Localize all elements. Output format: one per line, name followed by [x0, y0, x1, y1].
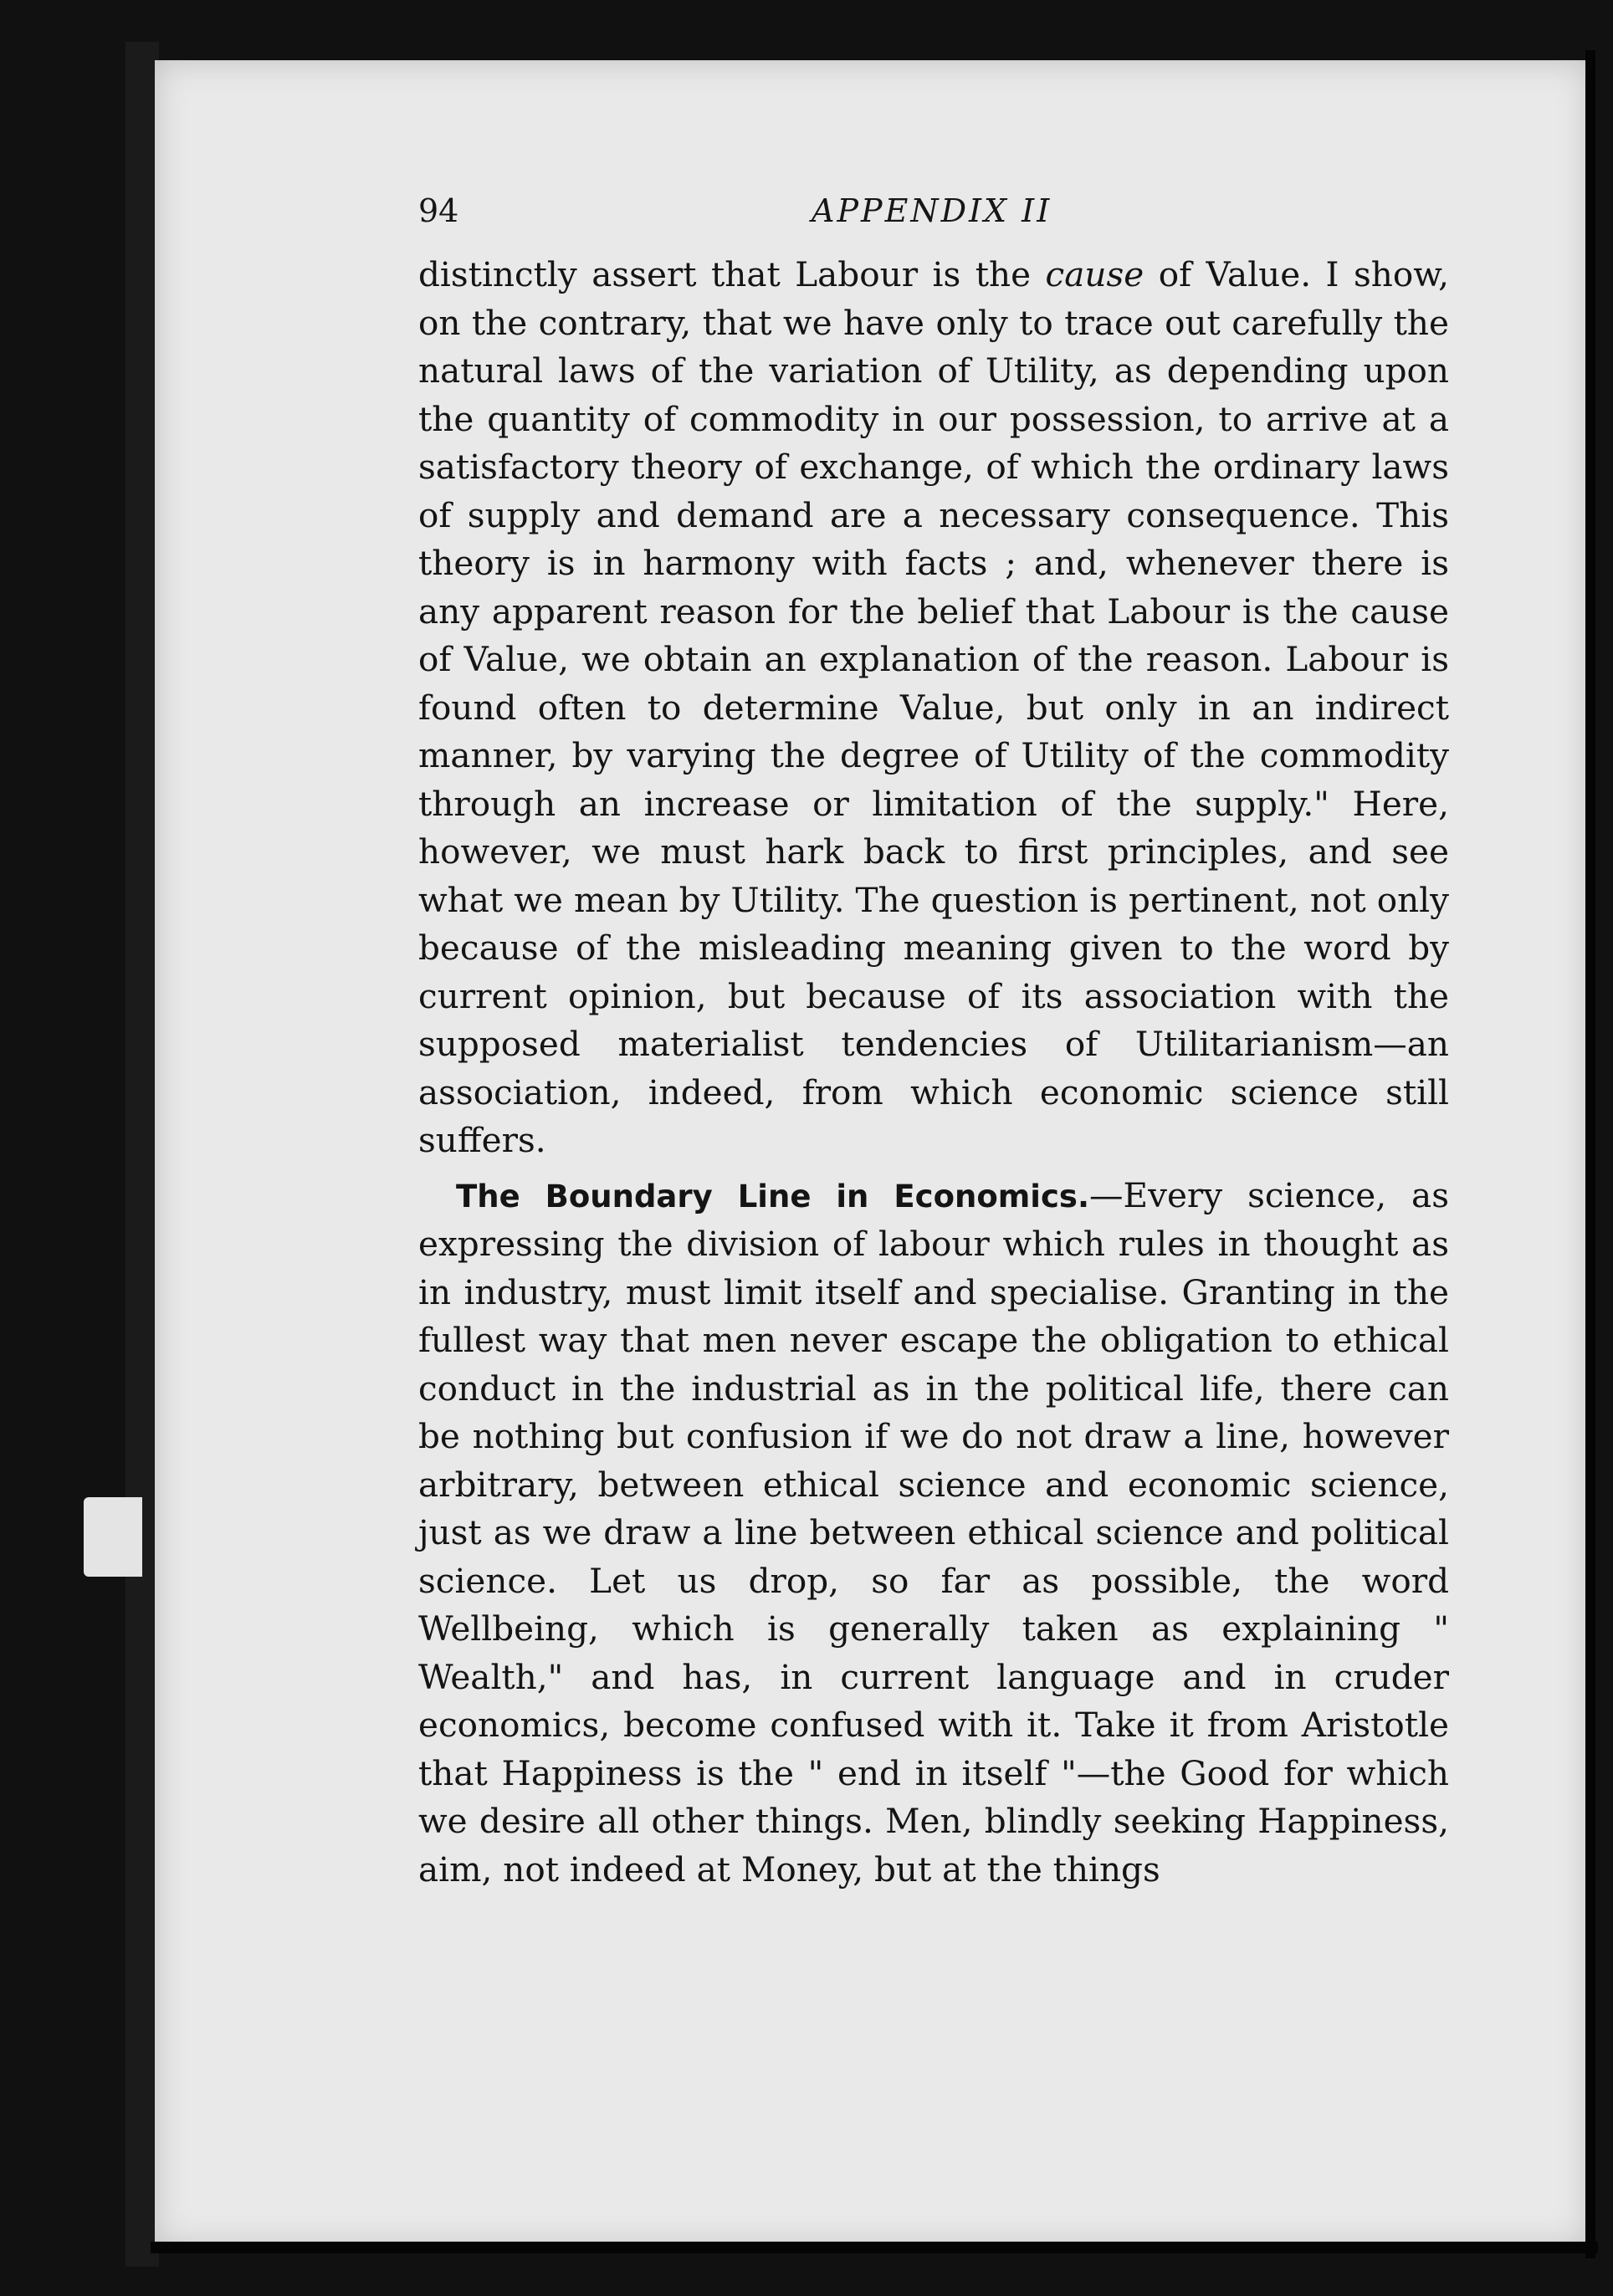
- emphasis-cause: cause: [1045, 254, 1144, 294]
- running-head: APPENDIX II: [812, 192, 1052, 229]
- section-heading: The Boundary Line in Economics.: [456, 1178, 1089, 1214]
- page-bottom-edge: [151, 2242, 1598, 2253]
- page-right-edge: [1585, 50, 1595, 2258]
- page-number: 94: [418, 192, 459, 229]
- paragraph-2: [418, 1172, 1449, 1895]
- paragraph-1: [418, 251, 1449, 1165]
- book-binding-edge: [125, 42, 159, 2267]
- page-tab-mark: [84, 1497, 142, 1577]
- page-body: [418, 251, 1449, 1894]
- paragraph-1-text-b: of Value. I show, on the contrary, that we have only to trace out carefully the natural laws of the variation of Utility, as depending upon the quantity of commodity in our possession, to arrive at a satisfactory theory of exchange, of which the ordinary laws of supply and demand are a necessary consequence. This theory is in harmony with facts ; and, whenever there is any apparent reason for the belief that Labour is the cause of Value, we obtain an explanation of the reason. Labour is found often to determine Value, but only in an indirect manner, by varying the degree of Utility of the commodity through an increase or limitation of the supply." Here, however, we must hark back to first principles, and see what we mean by Utility. The question is pertinent, not only because of the misleading meaning given to the word by current opinion, but because of its association with the supposed materialist tendencies of Utilitarianism—an association, indeed, from which economic science still suffers.: [418, 254, 1450, 1160]
- page-header: [418, 192, 1456, 243]
- paragraph-2-text: —Every science, as expressing the division of labour which rules in thought as in industry, must limit itself and specialise. Granting in the fullest way that men never escape the obligation to ethical conduct in the industrial as in the political life, there can be nothing but confusion if we do not draw a line, however arbitrary, between ethical science and economic science, just as we draw a line between ethical science and political science. Let us drop, so far as possible, the word Wellbeing, which is generally taken as explaining " Wealth," and has, in current language and in cruder economics, become confused with it. Take it from Aristotle that Happiness is the " end in itself "—the Good for which we desire all other things. Men, blindly seeking Happiness, aim, not indeed at Money, but at the things: [418, 1174, 1449, 1889]
- paragraph-1-text-a: distinctly assert that Labour is the: [418, 254, 1046, 294]
